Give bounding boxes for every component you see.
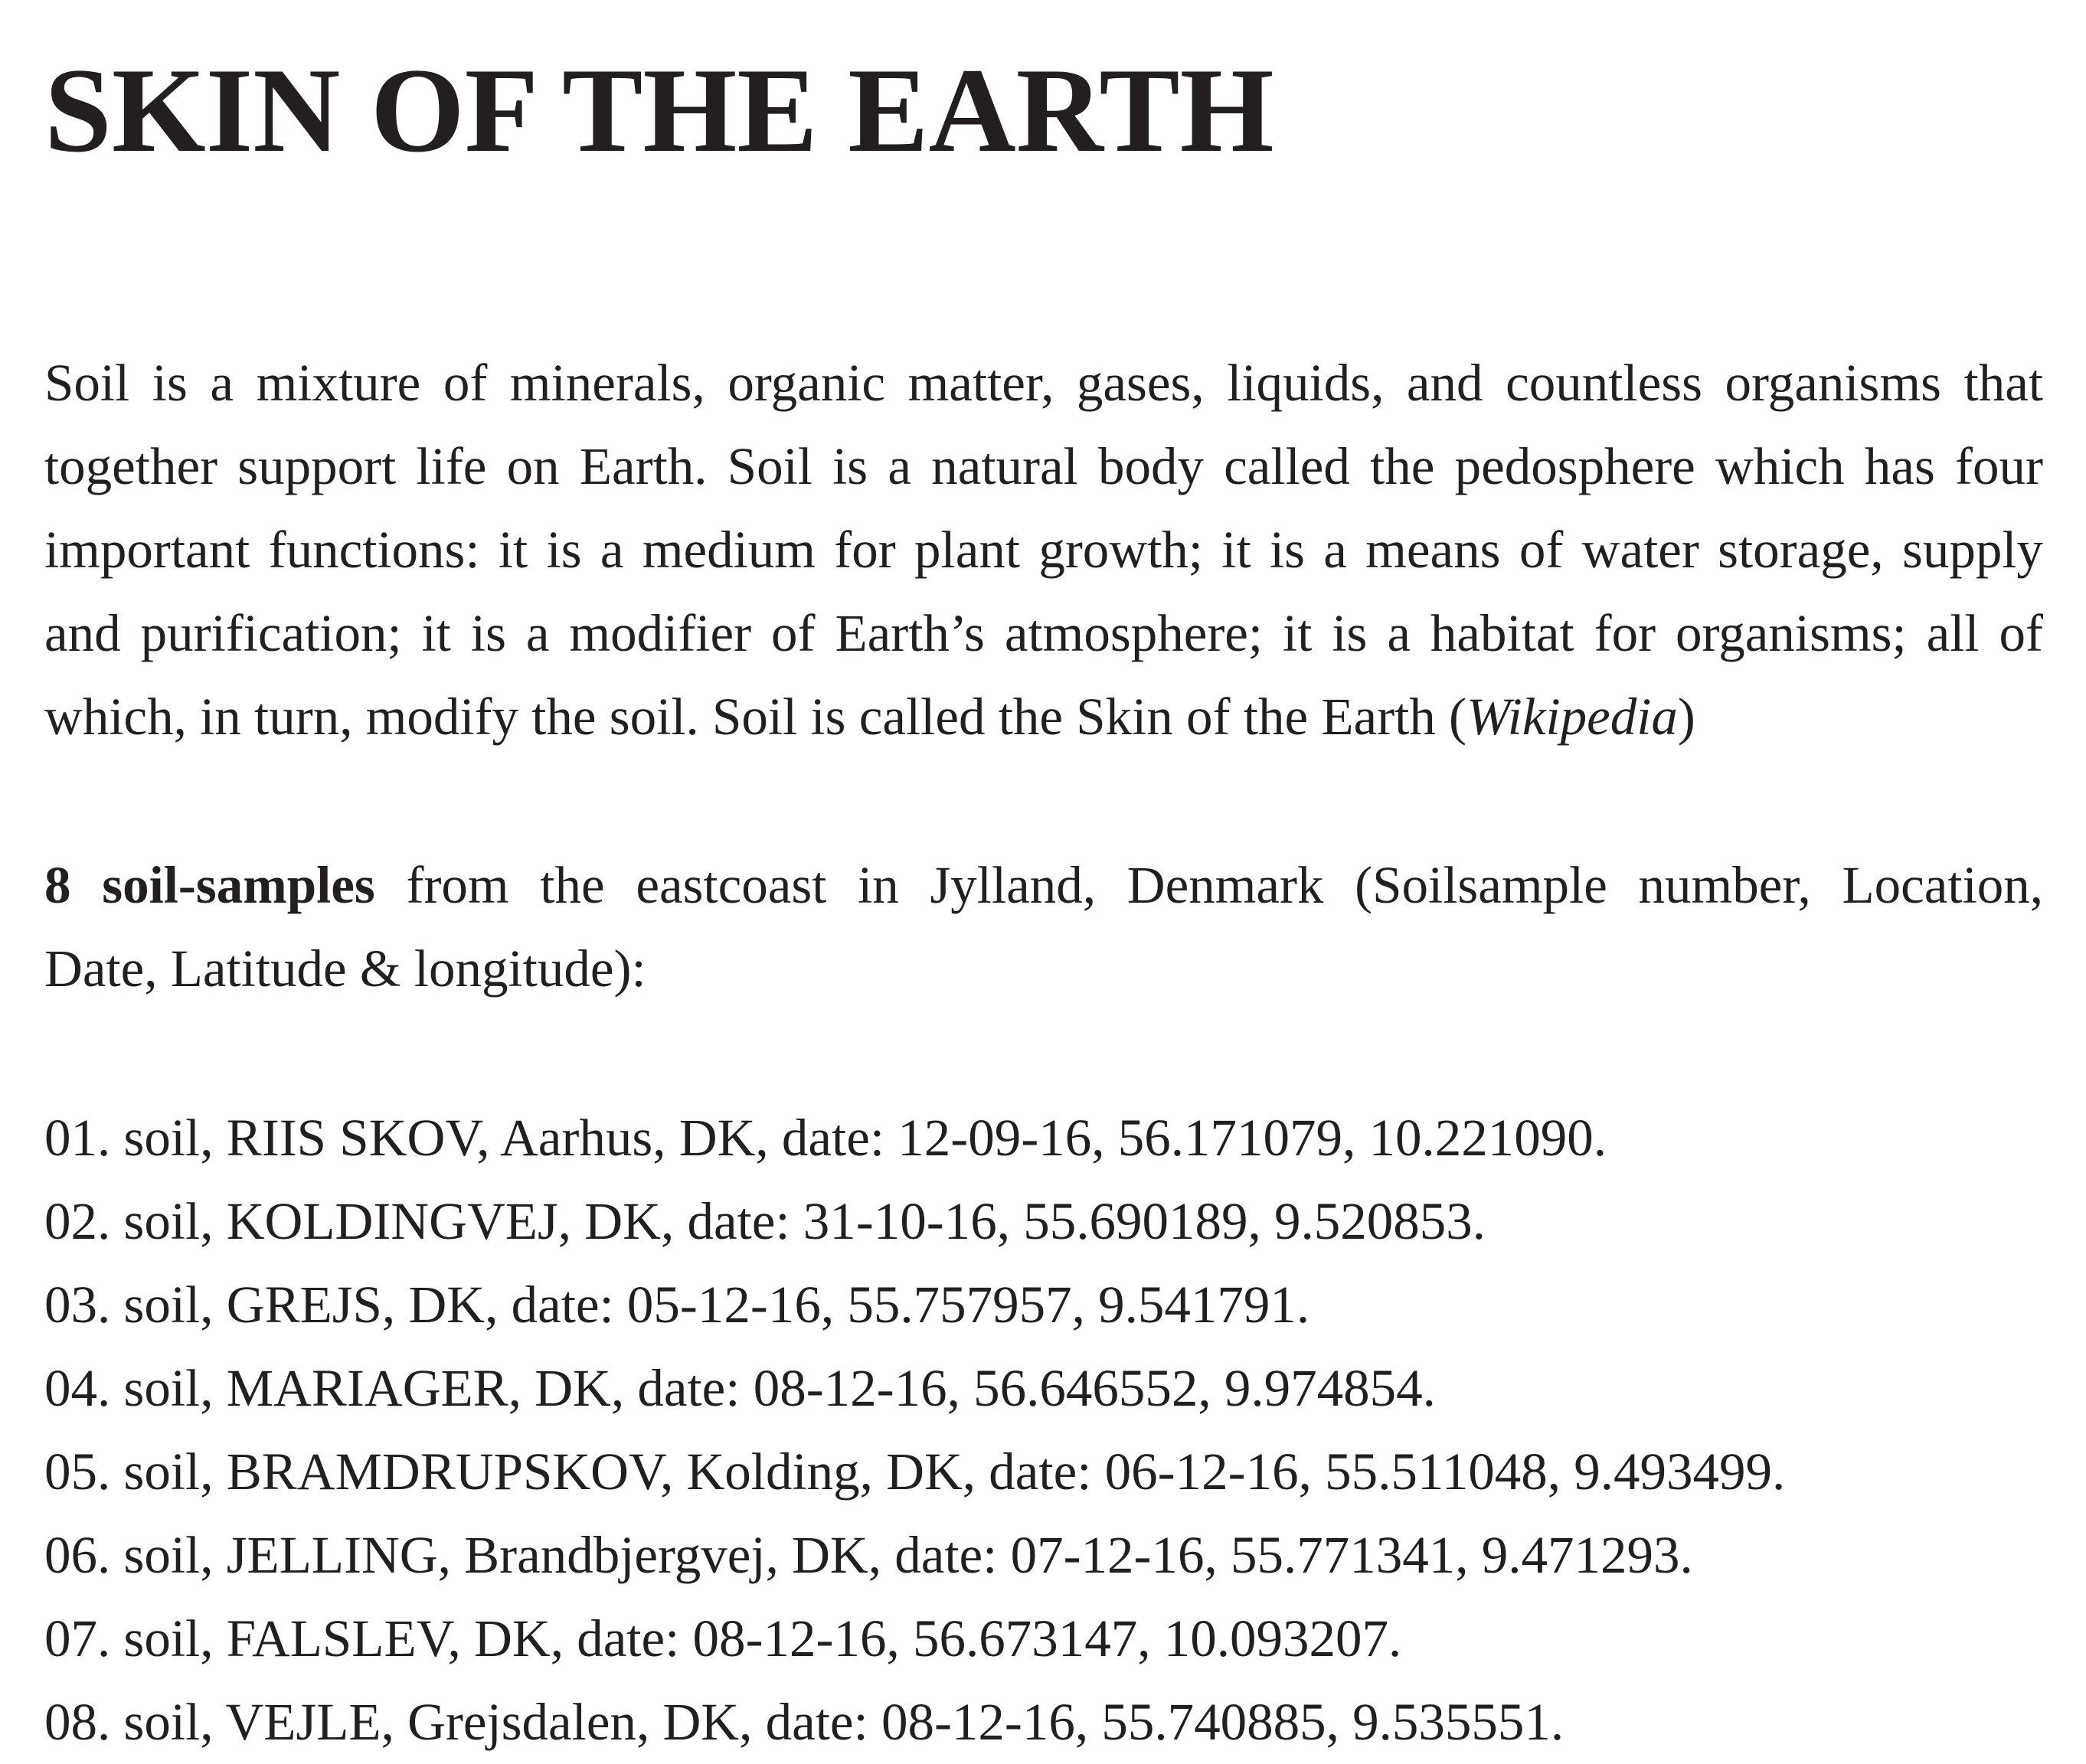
- sample-item: 05. soil, BRAMDRUPSKOV, Kolding, DK, date: 06-12-16, 55.511048, 9.493499.: [44, 1442, 1786, 1501]
- intro-line: and purification; it is a modifier of Earth’s atmosphere; it is a habitat for organisms; all of: [44, 604, 2043, 662]
- sample-item: 02. soil, KOLDINGVEJ, DK, date: 31-10-16, 55.690189, 9.520853.: [44, 1192, 1486, 1250]
- sample-item: 04. soil, MARIAGER, DK, date: 08-12-16, 56.646552, 9.974854.: [44, 1359, 1436, 1417]
- intro-line: important functions: it is a medium for plant growth; it is a means of water storage, supply: [44, 521, 2043, 579]
- samples-description-line: [44, 844, 2043, 927]
- source-citation: Wikipedia: [1466, 688, 1678, 746]
- sample-item: 07. soil, FALSLEV, DK, date: 08-12-16, 56.673147, 10.093207.: [44, 1609, 1402, 1668]
- samples-list: [44, 1096, 1785, 1764]
- intro-line: Soil is a mixture of minerals, organic matter, gases, liquids, and countless organisms that: [44, 354, 2043, 412]
- samples-description-line: Date, Latitude & longitude):: [44, 939, 646, 998]
- sample-item: 08. soil, VEJLE, Grejsdalen, DK, date: 08-12-16, 55.740885, 9.535551.: [44, 1693, 1564, 1751]
- intro-last-suffix: ): [1677, 688, 1695, 746]
- samples-description-rest: from the eastcoast in Jylland, Denmark (Soilsample number, Location,: [374, 856, 2043, 914]
- samples-description: [44, 844, 2043, 1011]
- intro-line-last: [44, 675, 2043, 759]
- sample-item: 06. soil, JELLING, Brandbjergvej, DK, date: 07-12-16, 55.771341, 9.471293.: [44, 1526, 1693, 1584]
- sample-item: 01. soil, RIIS SKOV, Aarhus, DK, date: 12-09-16, 56.171079, 10.221090.: [44, 1109, 1607, 1167]
- intro-paragraph: [44, 341, 2043, 759]
- intro-line: together support life on Earth. Soil is a natural body called the pedosphere which has four: [44, 437, 2043, 495]
- samples-count-lead: 8 soil-samples: [44, 856, 375, 914]
- intro-last-text: which, in turn, modify the soil. Soil is called the Skin of the Earth (: [44, 688, 1466, 746]
- sample-item: 03. soil, GREJS, DK, date: 05-12-16, 55.757957, 9.541791.: [44, 1276, 1310, 1334]
- page-title: SKIN OF THE EARTH: [44, 44, 1274, 178]
